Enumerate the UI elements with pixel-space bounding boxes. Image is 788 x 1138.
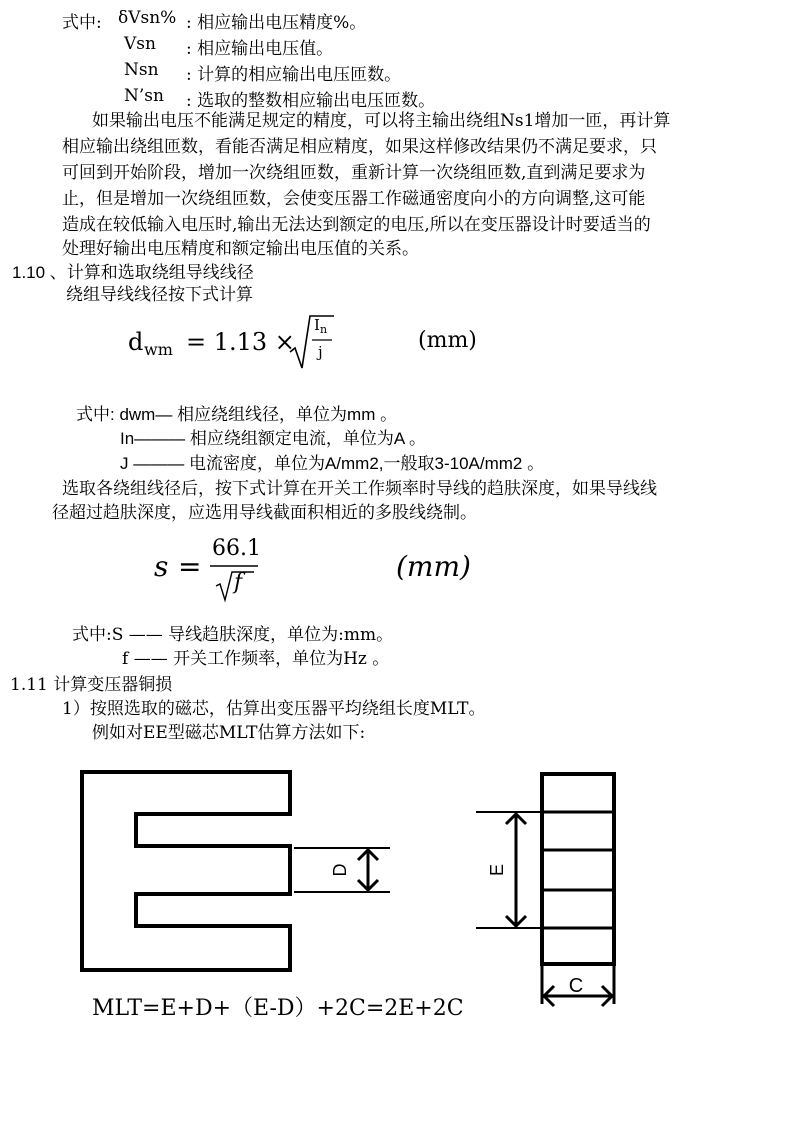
paragraph-line: 止，但是增加一次绕组匝数，会使变压器工作磁通密度向小的方向调整,这可能 [62,189,646,209]
def-prefix: 式中: [62,13,102,33]
formula-equals: = [178,550,202,583]
paragraph-line: 造成在较低输入电压时,输出无法达到额定的电压,所以在变压器设计时要适当的 [62,215,651,235]
sqrt-sign-icon [288,312,336,374]
dimension-label-d: D [329,863,350,877]
formula-numerator: I [314,316,320,334]
formula-denominator: j [318,343,323,361]
paragraph-line: 如果输出电压不能满足规定的精度，可以将主输出绕组Ns1增加一匝，再计算 [92,111,671,131]
definition-line: 式中: dwm— 相应绕组线径，单位为mm 。 [76,405,398,424]
step-1-text: 1）按照选取的磁芯，估算出变压器平均绕组长度MLT。 [62,699,486,719]
formula-lhs-sub: wm [144,340,173,359]
mlt-formula: MLT=E+D+（E-D）+2C=2E+2C [92,996,464,1021]
formula-unit: (mm) [396,550,471,583]
formula-unit: (mm) [418,328,477,353]
def-symbol: Vsn [124,34,156,54]
def-desc: : 相应输出电压精度%。 [186,13,367,33]
def-symbol: δVsn% [118,8,177,28]
definition-line: In——— 相应绕组额定电流，单位为A 。 [120,429,427,448]
formula-lhs: d [128,328,144,356]
ee-core-figure [0,760,788,1030]
def-desc: : 计算的相应输出电压匝数。 [186,65,402,85]
definition-line: f —— 开关工作频率，单位为Hz 。 [122,649,390,669]
section-intro: 绕组导线线径按下式计算 [66,285,253,305]
formula-numerator-sub: n [320,323,328,336]
def-symbol: N’sn [124,86,164,106]
def-desc: : 选取的整数相应输出电压匝数。 [186,91,436,111]
formula-lhs: s [154,550,169,583]
paragraph-line: 可回到开始阶段，增加一次绕组匝数，重新计算一次绕组匝数,直到满足要求为 [62,163,646,183]
paragraph-line: 相应输出绕组匝数，看能否满足相应精度，如果这样修改结果仍不满足要求，只 [62,137,657,157]
dimension-label-c: C [568,975,584,997]
definition-line: J ——— 电流密度，单位为A/mm2,一般取3-10A/mm2 。 [120,454,545,473]
def-symbol: Nsn [124,60,159,80]
wire-diameter-formula [128,316,508,378]
d-arrow-icon [358,850,378,890]
formula-equals: = 1.13 × [186,328,295,356]
skin-depth-formula [150,536,490,606]
paragraph-line: 径超过趋肤深度，应选用导线截面积相近的多股线绕制。 [52,503,477,522]
paragraph-line: 选取各绕组线径后，按下式计算在开关工作频率时导线的趋肤深度，如果导线线 [62,479,657,498]
section-heading-1-11: 1.11 计算变压器铜损 [10,675,173,695]
e-arrow-icon [506,814,526,926]
paragraph-line: 处理好输出电压精度和额定输出电压值的关系。 [62,239,419,259]
formula-numerator: 66.1 [212,536,261,561]
def-desc: : 相应输出电压值。 [186,39,334,59]
dimension-label-e: E [486,863,507,877]
section-heading-1-10: 1.10 、计算和选取绕组导线线径 [12,263,254,282]
definition-line: 式中:S —— 导线趋肤深度，单位为:mm。 [72,625,394,645]
e-core-shape [82,772,290,970]
winding-stack [542,774,614,964]
example-text: 例如对EE型磁芯MLT估算方法如下: [92,723,366,743]
formula-denominator: f [234,570,243,595]
